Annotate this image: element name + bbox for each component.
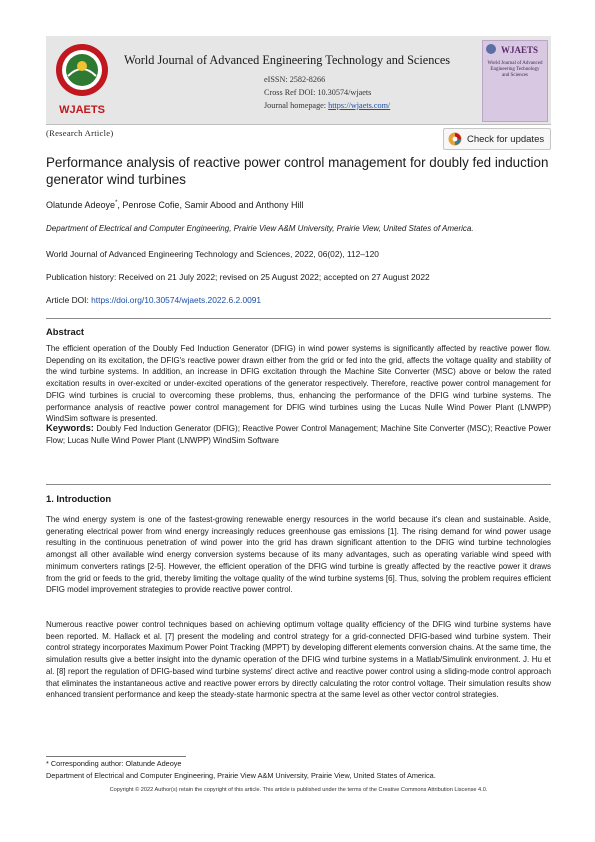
keywords-label: Keywords: — [46, 422, 94, 433]
journal-logo — [54, 42, 110, 120]
corresponding-author-affiliation: Department of Electrical and Computer Engineering, Prairie View A&M University, Prairie View, United States of America. — [46, 771, 436, 780]
paper-authors — [46, 200, 304, 210]
introduction-heading: 1. Introduction — [46, 493, 112, 504]
cover-emblem-icon — [486, 44, 496, 54]
corresponding-author-note: * Corresponding author: Olatunde Adeoye — [46, 759, 182, 768]
abstract-heading: Abstract — [46, 326, 85, 337]
first-author: Olatunde Adeoye — [46, 200, 116, 210]
cover-subtitle: World Journal of Advanced Engineering Technology and Sciences — [487, 61, 543, 78]
doi-label: Article DOI: — [46, 295, 92, 305]
divider — [46, 318, 551, 319]
check-for-updates-label: Check for updates — [467, 133, 545, 145]
journal-crossref: Cross Ref DOI: 10.30574/wjaets — [264, 88, 372, 97]
doi-link[interactable]: https://doi.org/10.30574/wjaets.2022.6.2.0091 — [91, 295, 262, 305]
journal-homepage-link[interactable]: https://wjaets.com/ — [328, 101, 391, 110]
cover-title: WJAETS — [501, 45, 539, 55]
journal-homepage-label: Journal homepage: — [264, 101, 329, 110]
introduction-paragraph-1: The wind energy system is one of the fastest-growing renewable energy resources in the world because it's clean and sustainable. Aside, generating electrical power from wind energy increasingly reduces greenhouse gas emissions [1]. The rising demand for wind power usage resulting in the continuous penetration of wind power into the grid has drawn significant attention to the DFIG wind turbine technologies amongst all other available wind energy conversion systems because of its many advantages, such as operating variable wind speed with minimum converters ratings [2-5]. However, the efficient operation of the DFIG wind turbine is greatly affected by the reactive power it draws from the grid or feeds to the grid, thereby limiting the voltage quality of the wind turbine systems [6]. Thus, solving the problem requires efficient DFIG model improvement strategies to provide reactive power control. — [46, 515, 551, 595]
corresponding-marker: * — [115, 200, 118, 206]
introduction-paragraph-2: Numerous reactive power control techniques based on achieving optimum voltage quality efficiency of the DFIG wind turbine systems have been reported. M. Hallack et al. [7] present the modeling and control strategy for a grid-connected DFIG-based wind turbine system. Their control strategy incorporates Maximum Power Point Tracking (MPPT) by developing different elements conversion chains. At the same time, the simulation results give a better insight into the dynamic operation of the DFIG wind turbine systems in a Matlab/Simulink environment. J. Hu et al. [8] report the regulation of DFIG-based wind turbine systems' direct active and reactive power control using a sliding-mode control approach that eliminates the instantaneous active and reactive power errors by directly calculating the rotor control voltage. Their simulation results show enhanced transient performance and keep the steady-state harmonic spectra at the same level as other vector control strategies. — [46, 620, 551, 700]
other-authors: , Penrose Cofie, Samir Abood and Anthony Hill — [117, 200, 304, 210]
journal-eissn: eISSN: 2582-8266 — [264, 75, 326, 84]
article-type-tag: (Research Article) — [46, 128, 114, 138]
journal-homepage — [264, 101, 390, 110]
paper-title: Performance analysis of reactive power control management for doubly fed induction generator wind turbines — [46, 155, 549, 187]
copyright-notice: Copyright © 2022 Author(s) retain the copyright of this article. This article is published under the terms of the Creative Commons Attribution Liscense 4.0. — [109, 787, 488, 793]
journal-cover-thumbnail — [482, 40, 548, 122]
journal-header — [46, 36, 551, 125]
keywords — [46, 422, 551, 446]
keywords-text: Doubly Fed Induction Generator (DFIG); Reactive Power Control Management; Machine Site Converter (MSC); Reactive Power Flow; Lucas Nulle Wind Power Plant (LNWPP) WindSim Software — [46, 424, 551, 445]
paper-affiliation: Department of Electrical and Computer Engineering, Prairie View A&M University, Prairie View, United States of America. — [46, 224, 474, 233]
crossmark-icon — [448, 132, 462, 146]
paper-citation: World Journal of Advanced Engineering Technology and Sciences, 2022, 06(02), 112–120 — [46, 249, 379, 259]
divider — [46, 484, 551, 485]
journal-title: World Journal of Advanced Engineering Technology and Sciences — [124, 53, 451, 67]
abstract-text: The efficient operation of the Doubly Fed Induction Generator (DFIG) in wind power systems is significantly affected by reactive power flow. Depending on its excitation, the DFIG's reactive power drawn either from the grid or fed into the grid, affects the voltage quality and stability of the wind turbine systems. In addition, an increase in DFIG excitation through the Machine Site Converter (MSC) above or below the rated excitation results in over-excited or under-excited operations of the generator respectively. Therefore, reactive power control management for DFIG wind turbines is crucial to overcoming these problems, thus, enhancing the performance of the DFIG wind turbine systems. The performance analysis of reactive power control management for DFIG wind turbines using the Lucas Nulle Wind Power Plant (LNWPP) WindSim software is presented. — [46, 344, 551, 424]
journal-logo-text: WJAETS — [59, 104, 105, 116]
article-doi — [46, 295, 261, 305]
journal-seal-icon — [54, 42, 110, 102]
publication-history: Publication history: Received on 21 July 2022; revised on 25 August 2022; accepted on 27 August 2022 — [46, 272, 430, 282]
check-for-updates-button[interactable] — [443, 128, 551, 150]
footnote-divider — [46, 756, 186, 757]
